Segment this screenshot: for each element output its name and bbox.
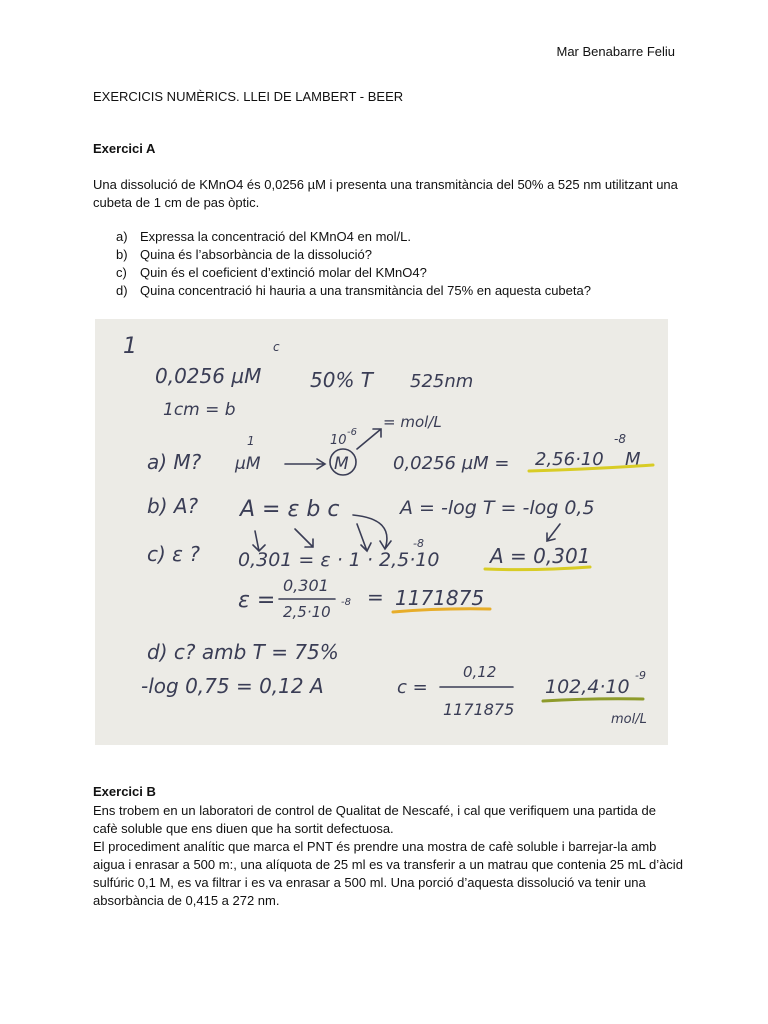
hw-arrow [357,429,381,449]
hw-arrow [285,459,325,469]
question-d [116,282,591,300]
hw-b-label: b) A? [147,494,199,518]
hw-c-eq-exp: -8 [413,537,424,550]
question-letter: a) [116,229,128,244]
hw-d-frac-den: 1171875 [443,700,515,719]
hw-d-c: c = [397,677,428,698]
hw-arrow [547,524,560,541]
hw-c-eps: ε = [238,588,276,613]
exercise-b-para2: El procediment analític que marca el PNT és prendre una mostra de cafè soluble i barrejar-la amb aigua i enrasar a 500 m:, una alíquota de 25 ml es va transferir a un matrau que contenia 25 mL d’àcid sulfúric 0,1 M, es va filtrar i es va enrasar a 500 ml. Una porció d’aquesta dissolució va tenir una absorbància de 0,415 a 272 nm. [93,839,683,908]
question-text: Quin és el coeficient d’extinció molar del KMnO4? [140,265,427,280]
hw-c-result: 1171875 [395,586,485,610]
question-letter: c) [116,265,127,280]
hw-c-frac-den: 2,5·10 [283,603,331,621]
exercise-a-questions [116,228,591,300]
hw-a-result-lhs: 0,0256 µM = [393,453,510,474]
hw-path-length: 1cm = b [163,400,236,420]
hw-arrow [295,529,313,547]
hw-a-conv-M: M [334,454,349,474]
question-letter: b) [116,247,128,262]
hw-arrow [353,515,391,549]
hw-a-conv-exp-sup: -6 [347,427,357,438]
highlight-d-result [543,699,643,701]
hw-c-eq: 0,301 = ε · 1 · 2,5·10 [238,549,440,571]
hw-a-result-unit: M [625,449,641,470]
question-text: Expressa la concentració del KMnO4 en mol/L. [140,229,411,244]
hw-d-result: 102,4·10 [545,676,630,698]
hw-a-conv-left: µM [235,454,261,474]
hw-c-A: A = 0,301 [490,544,591,568]
question-a [116,228,591,246]
exercise-b-heading: Exercici B [93,784,156,799]
hw-c-result-eq: = [367,585,384,609]
hw-transmittance: 50% T [310,368,374,392]
document-title: EXERCICIS NUMÈRICS. LLEI DE LAMBERT - BEER [93,89,404,104]
hw-a-conv-exp: 10 [330,433,347,448]
exercise-a-heading: Exercici A [93,141,156,156]
hw-wavelength: 525nm [410,371,474,392]
question-text: Quina és l’absorbància de la dissolució? [140,247,372,262]
hw-number: 1 [123,334,137,359]
question-text: Quina concentració hi hauria a una transmitància del 75% en aquesta cubeta? [140,283,591,298]
hw-a-mol: = mol/L [383,413,442,431]
hw-a-label: a) M? [147,450,202,474]
hw-concentration: 0,0256 µM [155,364,262,388]
hw-c-mark: c [273,340,280,354]
hw-d-log: -log 0,75 = 0,12 A [141,674,324,698]
hw-d-frac-num: 0,12 [463,663,497,681]
hw-a-result: 2,56·10 [535,449,604,470]
question-c [116,264,591,282]
handwritten-notes [95,319,668,745]
hw-c-frac-den-exp: -8 [341,597,351,608]
hw-d-result-unit: mol/L [611,712,647,727]
exercise-a-intro: Una dissolució de KMnO4 és 0,0256 µM i presenta una transmitància del 50% a 525 nm utilitzant una cubeta de 1 cm de pas òptic. [93,177,678,210]
author-name: Mar Benabarre Feliu [556,44,675,59]
hw-a-conv-top: 1 [247,434,255,448]
hw-a-result-exp: -8 [614,432,626,446]
exercise-b-para1: Ens trobem en un laboratori de control de Qualitat de Nescafé, i cal que verifiquem una partida de cafè soluble que ens diuen que ha sortit defectuosa. [93,803,656,836]
hw-arrow [253,531,265,551]
hw-d-label: d) c? amb T = 75% [147,640,339,664]
hw-c-label: c) ε ? [147,542,200,566]
question-letter: d) [116,283,128,298]
question-b [116,246,591,264]
hw-c-frac-num: 0,301 [283,576,329,595]
hw-d-result-exp: -9 [635,669,646,682]
hw-arrow [357,524,371,551]
hw-b-log: A = -log T = -log 0,5 [400,497,595,519]
handwritten-solution-photo [95,319,668,745]
hw-b-formula: A = ε b c [240,497,340,522]
